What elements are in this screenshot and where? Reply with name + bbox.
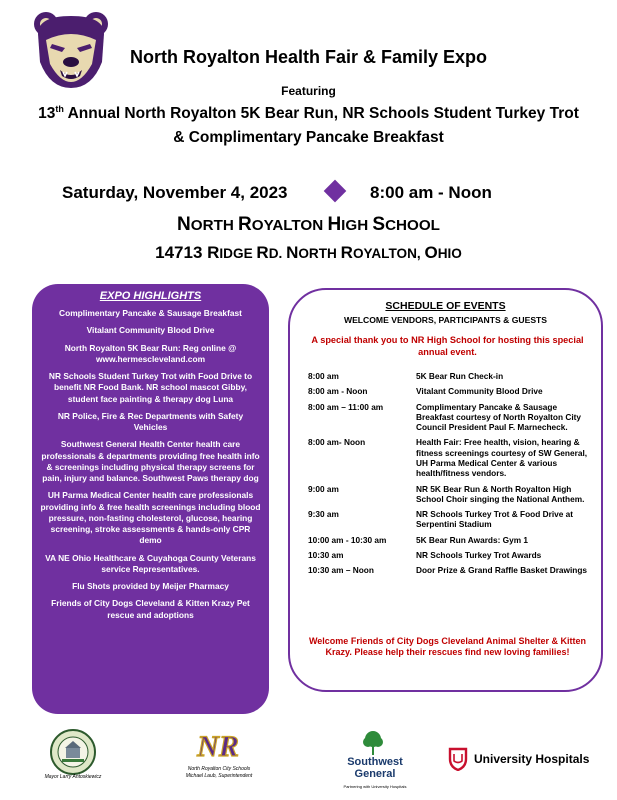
event-desc-cell: 5K Bear Run Check-in bbox=[416, 371, 504, 381]
event-desc-cell: NR 5K Bear Run & North Royalton High School Choir singing the National Anthem. bbox=[416, 483, 585, 504]
event-desc-cell: Vitalant Community Blood Drive bbox=[416, 386, 543, 397]
uh-shield-icon bbox=[448, 747, 468, 771]
event-time-cell: 9:00 am bbox=[308, 483, 339, 494]
highlight-item: Complimentary Pancake & Sausage Breakfast bbox=[59, 308, 242, 318]
table-row bbox=[308, 437, 594, 483]
schedule-welcome: WELCOME VENDORS, PARTICIPANTS & GUESTS bbox=[343, 315, 548, 325]
schedule-thanks: A special thank you to NR High School for hosting this special annual event. bbox=[311, 335, 584, 357]
event-subtitle: 13th Annual North Royalton 5K Bear Run, NR Schools Student Turkey Trot bbox=[38, 104, 579, 123]
schedule-footer: Welcome Friends of City Dogs Cleveland Animal Shelter & Kitten Krazy. Please help their rescues find new loving families! bbox=[308, 636, 587, 658]
table-row bbox=[308, 484, 594, 510]
table-row bbox=[308, 550, 594, 565]
venue-name: NORTH ROYALTON HIGH SCHOOL bbox=[177, 214, 440, 235]
event-time: 8:00 am - Noon bbox=[370, 183, 492, 202]
event-date: Saturday, November 4, 2023 bbox=[62, 183, 288, 202]
event-desc-cell: NR Schools Turkey Trot & Food Drive at Serpentini Stadium bbox=[416, 509, 574, 530]
city-seal-icon bbox=[49, 728, 97, 776]
event-desc-cell: 5K Bear Run Awards: Gym 1 bbox=[416, 534, 529, 545]
table-row bbox=[308, 565, 594, 580]
event-time-cell: 10:30 am – Noon bbox=[308, 565, 374, 576]
highlights-heading: EXPO HIGHLIGHTS bbox=[99, 290, 202, 302]
bear-logo-icon bbox=[32, 10, 110, 90]
highlight-item: NR Schools Student Turkey Trot with Food Drive to benefit NR Food Bank. NR school mascot Gibby, student face painting & therapy dog Luna bbox=[48, 371, 253, 404]
nr-schools-logo-icon bbox=[188, 727, 248, 763]
event-desc-cell: Health Fair: Free health, vision, hearing & fitness screenings courtesy of SW General, UH Parma Medical Center & various health/fitness vendors. bbox=[416, 437, 588, 479]
event-desc-cell: Door Prize & Grand Raffle Basket Drawings bbox=[416, 565, 588, 576]
event-desc-cell: Complimentary Pancake & Sausage Breakfast courtesy of North Royalton City Council President Paul F. Marnecheck. bbox=[416, 401, 582, 433]
venue-address: 14713 RIDGE RD. NORTH ROYALTON, OHIO bbox=[155, 243, 462, 262]
event-subtitle-line2: & Complimentary Pancake Breakfast bbox=[173, 129, 444, 146]
southwest-general-logo: Southwest General bbox=[347, 756, 403, 780]
table-row bbox=[308, 509, 594, 535]
nr-schools-caption: North Royalton City Schools Michael Laub, Superintendent bbox=[185, 766, 253, 779]
event-time-cell: 8:00 am - Noon bbox=[308, 386, 368, 397]
highlight-item: Vitalant Community Blood Drive bbox=[86, 325, 215, 336]
schedule-panel bbox=[288, 288, 603, 692]
highlight-item: VA NE Ohio Healthcare & Cuyahoga County Veterans service Representatives. bbox=[45, 552, 256, 574]
event-desc-cell: NR Schools Turkey Trot Awards bbox=[416, 549, 542, 560]
table-row bbox=[308, 386, 594, 401]
event-time-cell: 9:30 am bbox=[308, 509, 339, 520]
svg-text:NR: NR bbox=[197, 730, 239, 763]
event-time-cell: 10:30 am bbox=[308, 549, 344, 560]
event-time-cell: 8:00 am- Noon bbox=[308, 437, 366, 448]
tree-icon bbox=[362, 730, 384, 756]
highlight-item: UH Parma Medical Center health care professionals providing info & free health screenings including blood pressure, non-fasting cholesterol, glucose, hearing screening, stroke assessments & hands-only CPR demo bbox=[40, 490, 261, 546]
highlight-item: NR Police, Fire & Rec Departments with Safety Vehicles bbox=[57, 410, 244, 432]
table-row bbox=[308, 402, 594, 438]
event-time-cell: 10:00 am - 10:30 am bbox=[308, 534, 387, 545]
event-time-cell: 8:00 am – 11:00 am bbox=[308, 401, 384, 412]
diamond-icon bbox=[324, 180, 347, 203]
southwest-general-tagline: Partnering with University Hospitals bbox=[343, 784, 407, 789]
table-row bbox=[308, 535, 594, 550]
highlight-item: North Royalton 5K Bear Run: Reg online @ www.hermescleveland.com bbox=[64, 342, 237, 364]
schedule-heading: SCHEDULE OF EVENTS bbox=[385, 300, 506, 312]
highlight-item: Friends of City Dogs Cleveland & Kitten Krazy Pet rescue and adoptions bbox=[51, 598, 250, 620]
event-time-cell: 8:00 am bbox=[308, 371, 339, 381]
table-row bbox=[308, 371, 594, 386]
mayor-caption: Mayor Larry Antoskiewicz bbox=[44, 774, 102, 780]
featuring-label: Featuring bbox=[281, 84, 336, 98]
event-title: North Royalton Health Fair & Family Expo bbox=[130, 47, 488, 67]
highlight-item: Southwest General Health Center health care professionals & departments providing free health info & screenings including physical therapy screens for pain, injury and balance. Southwest Paws therapy dog bbox=[41, 439, 260, 483]
university-hospitals-logo: University Hospitals bbox=[474, 752, 590, 766]
schedule-table bbox=[308, 371, 594, 581]
highlight-item: Flu Shots provided by Meijer Pharmacy bbox=[72, 581, 229, 591]
expo-highlights-panel bbox=[32, 284, 269, 714]
